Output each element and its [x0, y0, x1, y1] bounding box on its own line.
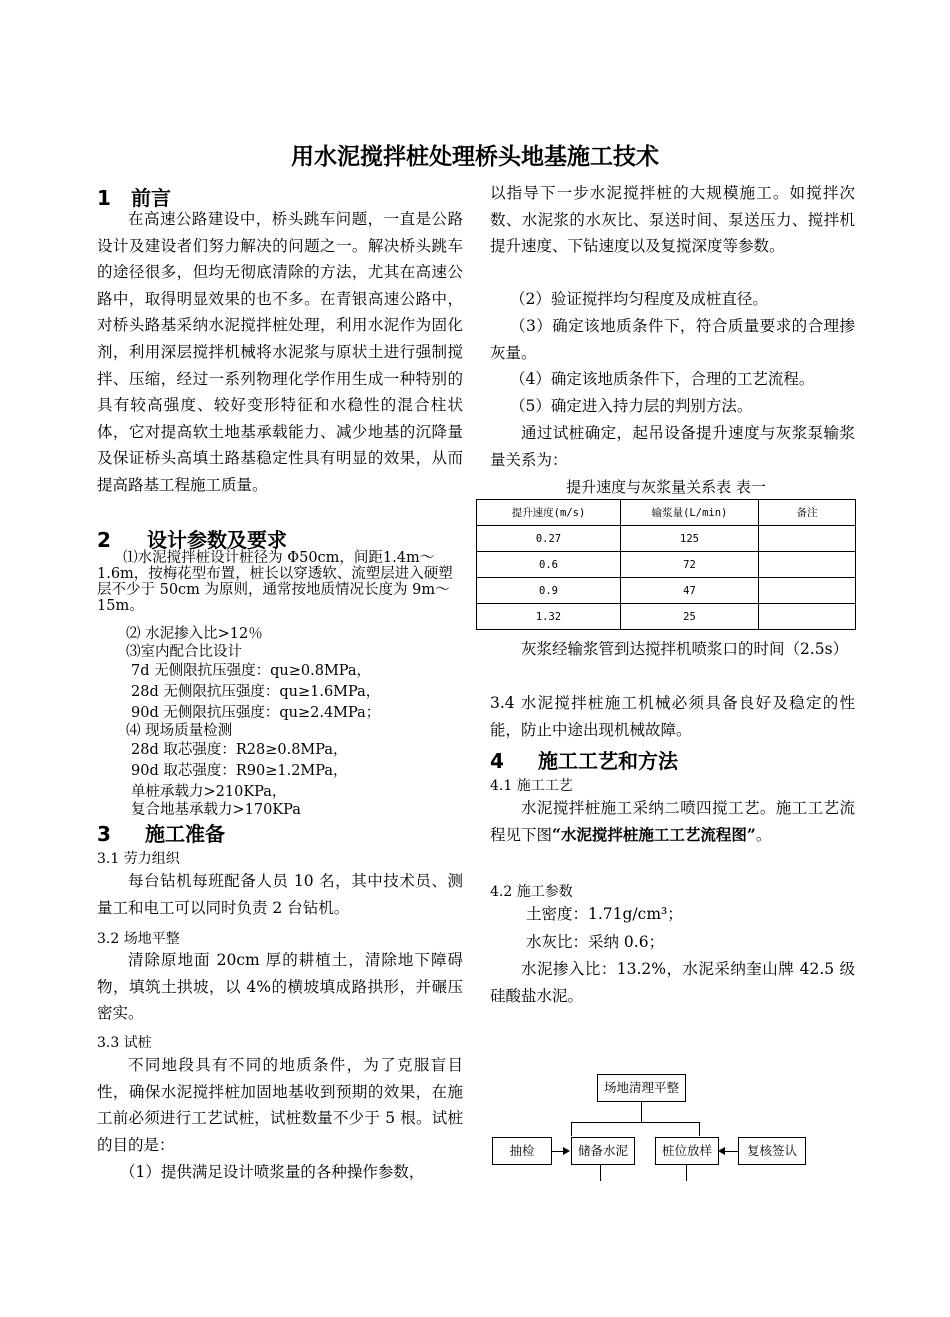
- grout-time-paragraph: 灰浆经输浆管到达搅拌机喷浆口的时间（2.5s）: [521, 640, 849, 658]
- section-3-2-paragraph: 清除原地面 20cm 厚的耕植土，清除地下障碍物，填筑土拱坡，以 4%的横坡填成路拱形，并碾压密实。: [97, 951, 463, 1023]
- flow-box-review-sign: 复核签认: [738, 1137, 806, 1165]
- section-3-3-paragraph: 不同地段具有不同的地质条件，为了克服盲目性，确保水泥搅拌桩加固地基收到预期的效果，在施工前必须进行工艺试桩，试桩数量不少于 5 根。试桩的目的是：: [97, 1056, 463, 1154]
- table-cell: [759, 526, 856, 552]
- flow-box-cement-storage: 储备水泥: [571, 1137, 635, 1165]
- table-cell: 0.9: [477, 578, 621, 604]
- section-3-1-paragraph: 每台钻机每班配备人员 10 名，其中技术员、测量工和电工可以同时负责 2 台钻机。: [97, 872, 463, 917]
- section-3-3-item-3: （3）确定该地质条件下，符合质量要求的合理掺灰量。: [490, 317, 855, 362]
- table-row: [477, 526, 856, 552]
- section-3-4-paragraph: 3.4 水泥搅拌桩施工机械必须具备良好及稳定的性能，防止中途出现机械故障。: [490, 694, 855, 739]
- section-3-2-heading: 3.2 场地平整: [97, 931, 180, 947]
- table-header: 输浆量(L/min): [621, 500, 759, 526]
- table-cell: 0.27: [477, 526, 621, 552]
- param-water-cement: 水灰比：采纳 0.6；: [526, 933, 665, 951]
- flow-box-inspection: 抽检: [492, 1137, 552, 1165]
- table-header: 提升速度(m/s): [477, 500, 621, 526]
- table-cell: [759, 552, 856, 578]
- flow-arrow: [724, 1151, 738, 1152]
- section-3-heading: 3 施工准备: [97, 822, 225, 846]
- table-caption: 提升速度与灰浆量关系表 表一: [566, 478, 766, 496]
- section-3-3-heading: 3.3 试桩: [97, 1035, 152, 1051]
- section-2-cement-ratio: ⑵ 水泥掺入比>12％: [126, 626, 263, 642]
- section-2-7d-strength: 7d 无侧限抗压强度：qu≥0.8MPa，: [131, 663, 372, 679]
- section-2-28d-core: 28d 取芯强度：R28≥0.8MPa，: [131, 742, 348, 758]
- table-row: [477, 578, 856, 604]
- arrow-head-icon: [718, 1147, 725, 1155]
- table-header: 备注: [759, 500, 856, 526]
- section-4-1-paragraph: 水泥搅拌桩施工采纳二喷四搅工艺。施工工艺流程见下图“水泥搅拌桩施工工艺流程图”。: [490, 799, 855, 844]
- table-cell: 72: [621, 552, 759, 578]
- flow-connector: [641, 1102, 642, 1122]
- flow-connector: [571, 1122, 700, 1123]
- section-2-mix-design: ⑶室内配合比设计: [126, 644, 242, 660]
- section-3-3-item-2: （2）验证搅拌均匀程度及成桩直径。: [510, 290, 768, 308]
- table-row: [477, 552, 856, 578]
- section-1-heading: 1 前言: [97, 186, 171, 210]
- flow-box-site-clearing: 场地清理平整: [597, 1074, 686, 1102]
- speed-grout-table: [476, 499, 856, 630]
- section-1-paragraph: 在高速公路建设中，桥头跳车问题，一直是公路设计及建设者们努力解决的问题之一。解决桥头跳车的途径很多，但均无彻底清除的方法，尤其在高速公路中，取得明显效果的也不多。在青银高速公路中，对桥头路基采纳水泥搅拌桩处理，利用水泥作为固化剂，利用深层搅拌机械将水泥浆与原状土进行强制搅拌、压缩，经过一系列物理化学作用生成一种特别的具有较高强度、较好变形特征和水稳性的混合柱状体，它对提高软土地基承载能力、减少地基的沉降量及保证桥头高填土路基稳定性具有明显的效果，从而提高路基工程施工质量。: [97, 210, 463, 494]
- table-cell: 47: [621, 578, 759, 604]
- flow-connector: [600, 1165, 601, 1181]
- section-2-field-test: ⑷ 现场质量检测: [126, 723, 233, 739]
- table-cell: 25: [621, 604, 759, 630]
- section-3-3-item-5: （5）确定进入持力层的判别方法。: [510, 397, 753, 415]
- section-2-design-paragraph: ⑴水泥搅拌桩设计桩径为 Φ50cm，间距1.4m～1.6m，按梅花型布置，桩长以穿透软、流塑层进入硬塑层不少于 50cm 为原则，通常按地质情况长度为 9m～15m。: [97, 550, 453, 614]
- section-2-single-pile: 单桩承载力>210KPa，: [131, 784, 287, 800]
- page-title: 用水泥搅拌桩处理桥头地基施工技术: [291, 144, 659, 170]
- table-row: [477, 604, 856, 630]
- flow-box-pile-layout: 桩位放样: [655, 1137, 719, 1165]
- table-header-row: [477, 500, 856, 526]
- flow-connector: [686, 1165, 687, 1181]
- table-cell: [759, 604, 856, 630]
- flow-connector: [699, 1122, 700, 1136]
- section-4-heading: 4 施工工艺和方法: [490, 749, 678, 773]
- section-3-3-item-4: （4）确定该地质条件下，合理的工艺流程。: [510, 370, 815, 388]
- section-2-heading: 2 设计参数及要求: [97, 528, 287, 552]
- section-2-28d-strength: 28d 无侧限抗压强度：qu≥1.6MPa，: [131, 684, 381, 700]
- section-3-3-continuation: 以指导下一步水泥搅拌桩的大规模施工。如搅拌次数、水泥浆的水灰比、泵送时间、泵送压力、搅拌机提升速度、下钻速度以及复搅深度等参数。: [490, 184, 855, 256]
- section-4-2-heading: 4.2 施工参数: [490, 884, 573, 900]
- arrow-head-icon: [563, 1147, 570, 1155]
- relation-intro: 通过试桩确定，起吊设备提升速度与灰浆泵输浆量关系为：: [490, 424, 855, 469]
- section-3-3-item-1: （1）提供满足设计喷浆量的各种操作参数，: [120, 1163, 425, 1181]
- table-cell: 125: [621, 526, 759, 552]
- flow-chart-reference: “水泥搅拌桩施工工艺流程图”: [552, 824, 756, 844]
- section-4-1-heading: 4.1 施工工艺: [490, 778, 573, 794]
- table-cell: 0.6: [477, 552, 621, 578]
- param-density: 土密度：1.71g/cm³；: [526, 905, 683, 923]
- table-cell: [759, 578, 856, 604]
- section-3-1-heading: 3.1 劳力组织: [97, 851, 180, 867]
- section-2-90d-core: 90d 取芯强度：R90≥1.2MPa，: [131, 763, 348, 779]
- table-cell: 1.32: [477, 604, 621, 630]
- section-2-composite: 复合地基承载力>170KPa: [131, 802, 301, 818]
- param-cement-ratio: 水泥掺入比：13.2%，水泥采纳奎山牌 42.5 级硅酸盐水泥。: [490, 960, 855, 1005]
- section-2-90d-strength: 90d 无侧限抗压强度：qu≥2.4MPa；: [131, 705, 381, 721]
- flow-connector: [571, 1122, 572, 1136]
